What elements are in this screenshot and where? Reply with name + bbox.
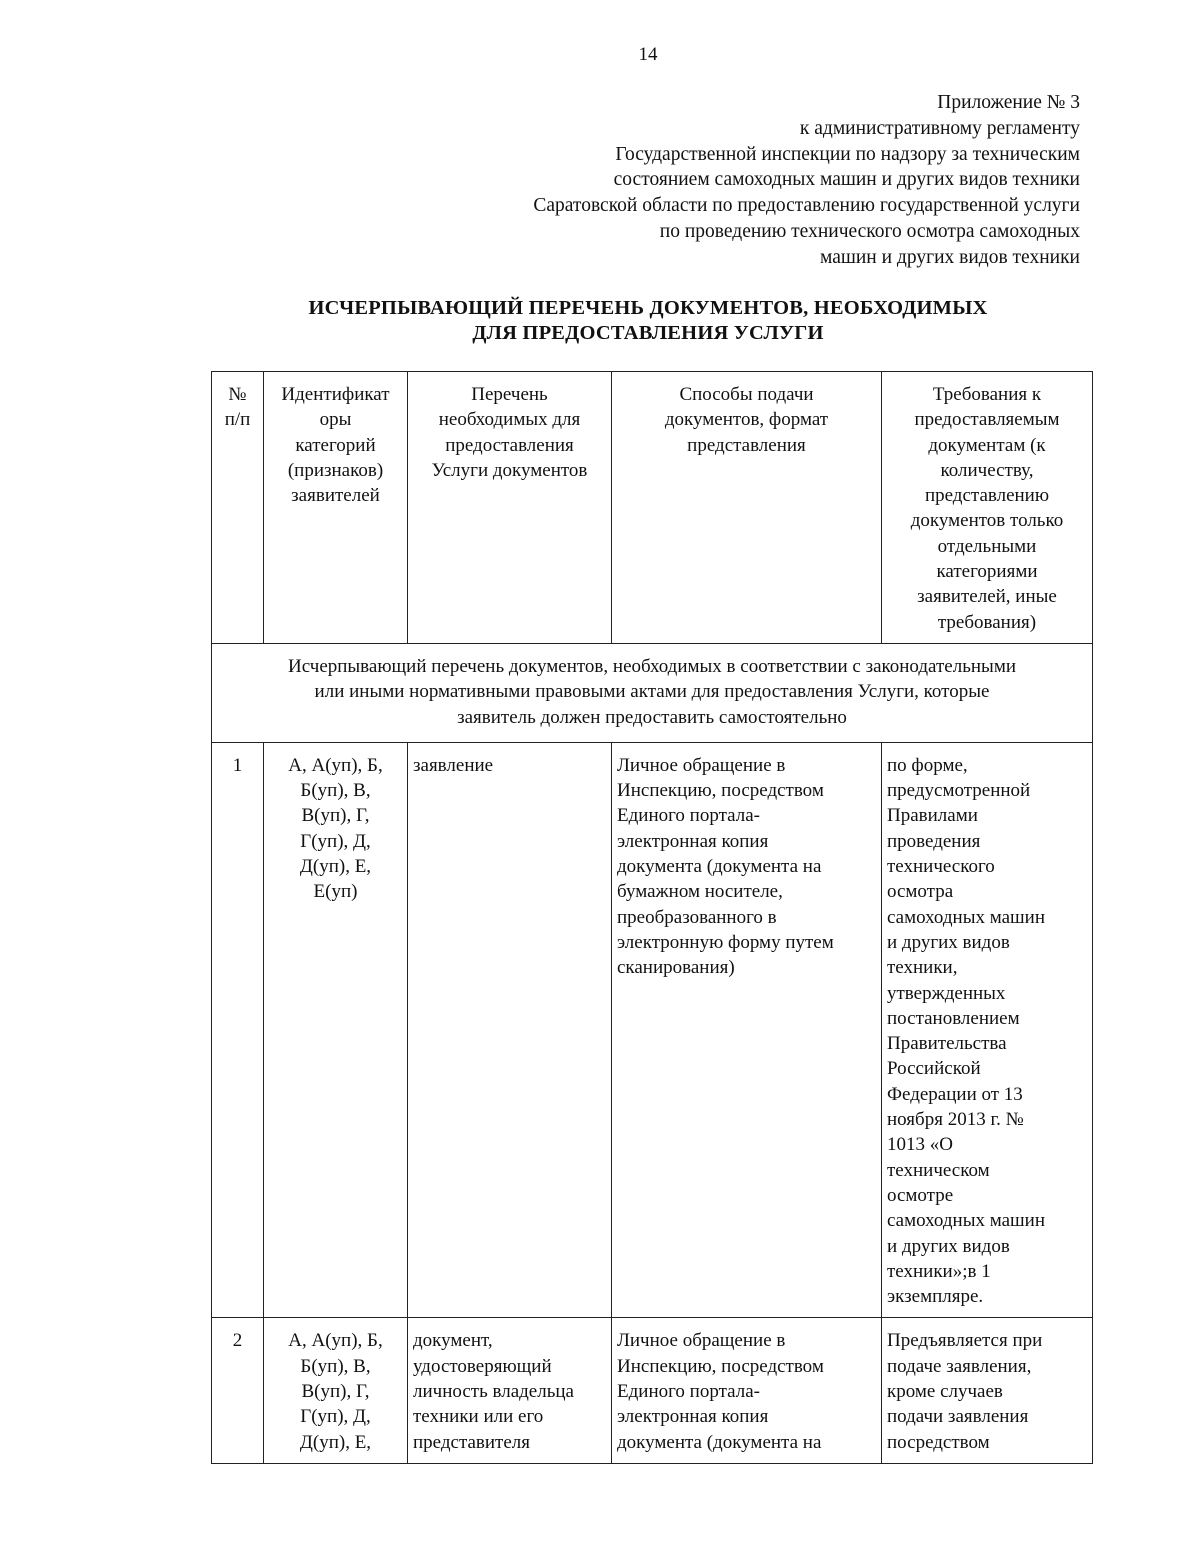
- table-section-row: [212, 643, 1093, 742]
- table-header-row: [212, 372, 1093, 644]
- title-line: ДЛЯ ПРЕДОСТАВЛЕНИЯ УСЛУГИ: [472, 322, 824, 344]
- cell-identifiers: А, А(уп), Б, Б(уп), В, В(уп), Г, Г(уп), Д, Д(уп), Е, Е(уп): [264, 742, 408, 1318]
- documents-table: [211, 371, 1093, 1464]
- section-cell: Исчерпывающий перечень документов, необходимых в соответствии с законодательными или иными нормативными правовыми актами для предоставления Услуги, которые заявитель должен предоставить самостоятельно: [212, 643, 1093, 742]
- cell-identifiers: А, А(уп), Б, Б(уп), В, В(уп), Г, Г(уп), Д, Д(уп), Е,: [264, 1318, 408, 1463]
- cell-number: 1: [212, 742, 264, 1318]
- table-row: [212, 1318, 1093, 1463]
- page-number: 14: [638, 44, 658, 65]
- appendix-line: машин и других видов техники: [819, 246, 1080, 268]
- header-cell-number: № п/п: [212, 372, 264, 644]
- document-title: [0, 296, 1200, 346]
- header-cell-identifiers: Идентификат оры категорий (признаков) заявителей: [264, 372, 408, 644]
- cell-method: Личное обращение в Инспекцию, посредством Единого портала- электронная копия документа (документа на бумажном носителе, преобразованного в электронную форму путем сканирования): [612, 742, 882, 1318]
- header-cell-methods: Способы подачи документов, формат представления: [612, 372, 882, 644]
- appendix-line: состоянием самоходных машин и других видов техники: [613, 169, 1080, 191]
- cell-number: 2: [212, 1318, 264, 1463]
- header-cell-requirements: Требования к предоставляемым документам (к количеству, представлению документов только отдельными категориями заявителей, иные требования): [882, 372, 1093, 644]
- cell-method: Личное обращение в Инспекцию, посредством Единого портала- электронная копия документа (документа на: [612, 1318, 882, 1463]
- appendix-line: по проведению технического осмотра самоходных: [659, 220, 1080, 242]
- appendix-line: к административному регламенту: [799, 117, 1080, 139]
- table-row: [212, 742, 1093, 1318]
- appendix-line: Государственной инспекции по надзору за техническим: [615, 143, 1080, 165]
- cell-requirements: Предъявляется при подаче заявления, кроме случаев подачи заявления посредством: [882, 1318, 1093, 1463]
- title-line: ИСЧЕРПЫВАЮЩИЙ ПЕРЕЧЕНЬ ДОКУМЕНТОВ, НЕОБХОДИМЫХ: [308, 297, 988, 319]
- appendix-header: [533, 90, 1080, 271]
- appendix-line: Саратовской области по предоставлению государственной услуги: [533, 195, 1080, 217]
- cell-document: документ, удостоверяющий личность владельца техники или его представителя: [408, 1318, 612, 1463]
- header-cell-documents: Перечень необходимых для предоставления Услуги документов: [408, 372, 612, 644]
- cell-requirements: по форме, предусмотренной Правилами проведения технического осмотра самоходных машин и других видов техники, утвержденных постановлением Правительства Российской Федерации от 13 ноября 2013 г. № 1013 «О техническом осмотре самоходных машин и других видов техники»;в 1 экземпляре.: [882, 742, 1093, 1318]
- cell-document: заявление: [408, 742, 612, 1318]
- appendix-line: Приложение № 3: [937, 92, 1080, 113]
